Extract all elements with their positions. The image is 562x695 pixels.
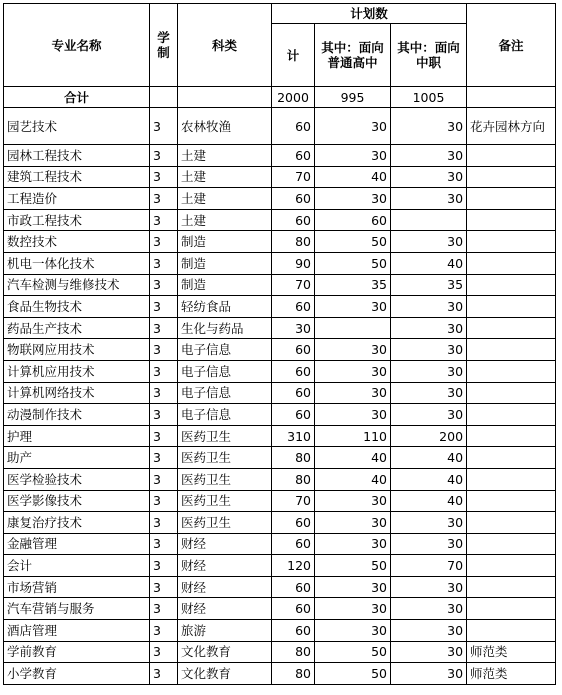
general-hs-cell: 60: [315, 209, 391, 231]
remarks-cell: [467, 533, 556, 555]
major-cell: 康复治疗技术: [4, 512, 150, 534]
remarks-cell: [467, 166, 556, 188]
total-cell: 60: [272, 382, 315, 404]
header-category: 科类: [178, 4, 272, 87]
years-cell: 3: [150, 108, 178, 145]
total-cell: 60: [272, 404, 315, 426]
table-row: [4, 533, 556, 555]
total-cell: 70: [272, 166, 315, 188]
major-cell: 食品生物技术: [4, 296, 150, 318]
total-cell: 60: [272, 512, 315, 534]
general-hs-cell: 50: [315, 555, 391, 577]
major-cell: 建筑工程技术: [4, 166, 150, 188]
category-cell: 文化教育: [178, 641, 272, 663]
header-vocational: 其中：面向中职: [391, 24, 467, 87]
general-hs-cell: 35: [315, 274, 391, 296]
table-row: [4, 209, 556, 231]
general-hs-cell: 40: [315, 468, 391, 490]
major-cell: 医学影像技术: [4, 490, 150, 512]
major-cell: 医学检验技术: [4, 468, 150, 490]
vocational-cell: 30: [391, 533, 467, 555]
category-cell: 文化教育: [178, 663, 272, 685]
total-row: [4, 87, 556, 108]
vocational-cell: 30: [391, 317, 467, 339]
general-hs-cell: 30: [315, 576, 391, 598]
table-row: [4, 598, 556, 620]
enrollment-plan-table: [3, 3, 556, 685]
remarks-cell: [467, 382, 556, 404]
major-cell: 药品生产技术: [4, 317, 150, 339]
category-cell: 财经: [178, 533, 272, 555]
years-cell: 3: [150, 317, 178, 339]
category-cell: 电子信息: [178, 382, 272, 404]
total-cell: 60: [272, 188, 315, 210]
vocational-cell: 30: [391, 188, 467, 210]
total-cell: 60: [272, 108, 315, 145]
header-general-hs: 其中：面向普通高中: [315, 24, 391, 87]
vocational-cell: 40: [391, 490, 467, 512]
remarks-cell: [467, 425, 556, 447]
years-cell: 3: [150, 512, 178, 534]
vocational-cell: 30: [391, 296, 467, 318]
years-cell: 3: [150, 447, 178, 469]
years-cell: 3: [150, 598, 178, 620]
category-cell: 土建: [178, 145, 272, 167]
remarks-cell: [467, 490, 556, 512]
total-cell: 120: [272, 555, 315, 577]
vocational-cell: 30: [391, 663, 467, 685]
vocational-cell: 30: [391, 404, 467, 426]
total-years-cell: [150, 87, 178, 108]
vocational-cell: 30: [391, 108, 467, 145]
category-cell: 电子信息: [178, 360, 272, 382]
remarks-cell: [467, 231, 556, 253]
major-cell: 工程造价: [4, 188, 150, 210]
general-hs-cell: 50: [315, 231, 391, 253]
total-cell: 70: [272, 490, 315, 512]
years-cell: 3: [150, 360, 178, 382]
category-cell: 财经: [178, 555, 272, 577]
major-cell: 小学教育: [4, 663, 150, 685]
remarks-cell: [467, 296, 556, 318]
remarks-cell: [467, 145, 556, 167]
table-row: [4, 620, 556, 642]
category-cell: 财经: [178, 576, 272, 598]
general-hs-cell: 30: [315, 296, 391, 318]
years-cell: 3: [150, 620, 178, 642]
years-cell: 3: [150, 576, 178, 598]
table-row: [4, 166, 556, 188]
total-cell: 80: [272, 231, 315, 253]
major-cell: 市政工程技术: [4, 209, 150, 231]
category-cell: 制造: [178, 274, 272, 296]
major-cell: 物联网应用技术: [4, 339, 150, 361]
remarks-cell: [467, 598, 556, 620]
vocational-cell: 40: [391, 447, 467, 469]
major-cell: 计算机网络技术: [4, 382, 150, 404]
total-remarks-cell: [467, 87, 556, 108]
years-cell: 3: [150, 425, 178, 447]
years-cell: 3: [150, 166, 178, 188]
general-hs-cell: 110: [315, 425, 391, 447]
table-row: [4, 317, 556, 339]
total-cell: 80: [272, 641, 315, 663]
total-cell: 90: [272, 252, 315, 274]
table-row: [4, 512, 556, 534]
vocational-cell: 30: [391, 576, 467, 598]
vocational-cell: 30: [391, 166, 467, 188]
header-total: 计: [272, 24, 315, 87]
table-row: [4, 382, 556, 404]
total-cell: 80: [272, 468, 315, 490]
category-cell: 土建: [178, 209, 272, 231]
table-row: [4, 360, 556, 382]
remarks-cell: [467, 274, 556, 296]
years-cell: 3: [150, 231, 178, 253]
remarks-cell: [467, 209, 556, 231]
total-cell: 60: [272, 339, 315, 361]
years-cell: 3: [150, 404, 178, 426]
major-cell: 数控技术: [4, 231, 150, 253]
remarks-cell: 师范类: [467, 663, 556, 685]
major-cell: 汽车营销与服务: [4, 598, 150, 620]
general-hs-cell: 30: [315, 533, 391, 555]
years-cell: 3: [150, 533, 178, 555]
major-cell: 园林工程技术: [4, 145, 150, 167]
general-hs-cell: 40: [315, 447, 391, 469]
category-cell: 电子信息: [178, 339, 272, 361]
years-cell: 3: [150, 209, 178, 231]
remarks-cell: [467, 360, 556, 382]
table-row: [4, 576, 556, 598]
years-cell: 3: [150, 490, 178, 512]
category-cell: 轻纺食品: [178, 296, 272, 318]
vocational-cell: 30: [391, 145, 467, 167]
total-cell: 60: [272, 360, 315, 382]
category-cell: 制造: [178, 231, 272, 253]
major-cell: 汽车检测与维修技术: [4, 274, 150, 296]
total-cell: 60: [272, 145, 315, 167]
remarks-cell: [467, 317, 556, 339]
table-row: [4, 468, 556, 490]
total-category-cell: [178, 87, 272, 108]
table-row: [4, 188, 556, 210]
general-hs-cell: 30: [315, 188, 391, 210]
remarks-cell: [467, 620, 556, 642]
total-cell: 60: [272, 533, 315, 555]
years-cell: 3: [150, 296, 178, 318]
years-cell: 3: [150, 145, 178, 167]
major-cell: 金融管理: [4, 533, 150, 555]
years-cell: 3: [150, 339, 178, 361]
category-cell: 医药卫生: [178, 425, 272, 447]
total-cell: 80: [272, 663, 315, 685]
vocational-cell: 30: [391, 231, 467, 253]
total-cell: 310: [272, 425, 315, 447]
table-row: [4, 274, 556, 296]
general-hs-cell: 50: [315, 252, 391, 274]
total-general-hs: 995: [315, 87, 391, 108]
category-cell: 制造: [178, 252, 272, 274]
vocational-cell: 30: [391, 620, 467, 642]
years-cell: 3: [150, 382, 178, 404]
general-hs-cell: 30: [315, 145, 391, 167]
category-cell: 医药卫生: [178, 447, 272, 469]
category-cell: 财经: [178, 598, 272, 620]
general-hs-cell: 30: [315, 490, 391, 512]
years-cell: 3: [150, 663, 178, 685]
remarks-cell: 花卉园林方向: [467, 108, 556, 145]
total-cell: 60: [272, 576, 315, 598]
table-row: [4, 404, 556, 426]
total-label: 合计: [4, 87, 150, 108]
remarks-cell: [467, 468, 556, 490]
total-cell: 80: [272, 447, 315, 469]
header-major: 专业名称: [4, 4, 150, 87]
table-row: [4, 339, 556, 361]
remarks-cell: [467, 404, 556, 426]
general-hs-cell: [315, 317, 391, 339]
years-cell: 3: [150, 555, 178, 577]
major-cell: 机电一体化技术: [4, 252, 150, 274]
general-hs-cell: 30: [315, 382, 391, 404]
category-cell: 旅游: [178, 620, 272, 642]
general-hs-cell: 30: [315, 512, 391, 534]
header-remarks: 备注: [467, 4, 556, 87]
total-vocational: 1005: [391, 87, 467, 108]
vocational-cell: 30: [391, 641, 467, 663]
remarks-cell: 师范类: [467, 641, 556, 663]
general-hs-cell: 30: [315, 108, 391, 145]
vocational-cell: 30: [391, 512, 467, 534]
general-hs-cell: 30: [315, 404, 391, 426]
remarks-cell: [467, 576, 556, 598]
major-cell: 计算机应用技术: [4, 360, 150, 382]
category-cell: 医药卫生: [178, 490, 272, 512]
remarks-cell: [467, 252, 556, 274]
category-cell: 电子信息: [178, 404, 272, 426]
years-cell: 3: [150, 641, 178, 663]
header-years: 学制: [150, 4, 178, 87]
vocational-cell: 35: [391, 274, 467, 296]
major-cell: 护理: [4, 425, 150, 447]
years-cell: 3: [150, 274, 178, 296]
total-cell: 70: [272, 274, 315, 296]
table-row: [4, 641, 556, 663]
total-cell: 60: [272, 598, 315, 620]
total-cell: 60: [272, 620, 315, 642]
remarks-cell: [467, 339, 556, 361]
vocational-cell: 40: [391, 468, 467, 490]
table-row: [4, 296, 556, 318]
remarks-cell: [467, 512, 556, 534]
category-cell: 土建: [178, 166, 272, 188]
remarks-cell: [467, 555, 556, 577]
vocational-cell: 30: [391, 339, 467, 361]
vocational-cell: 40: [391, 252, 467, 274]
table-row: [4, 108, 556, 145]
remarks-cell: [467, 447, 556, 469]
table-row: [4, 663, 556, 685]
vocational-cell: 30: [391, 598, 467, 620]
general-hs-cell: 40: [315, 166, 391, 188]
table-row: [4, 490, 556, 512]
total-cell: 30: [272, 317, 315, 339]
major-cell: 学前教育: [4, 641, 150, 663]
major-cell: 酒店管理: [4, 620, 150, 642]
major-cell: 园艺技术: [4, 108, 150, 145]
general-hs-cell: 50: [315, 641, 391, 663]
table-row: [4, 145, 556, 167]
table-row: [4, 231, 556, 253]
general-hs-cell: 30: [315, 339, 391, 361]
general-hs-cell: 30: [315, 598, 391, 620]
vocational-cell: 30: [391, 360, 467, 382]
general-hs-cell: 30: [315, 620, 391, 642]
remarks-cell: [467, 188, 556, 210]
table-row: [4, 555, 556, 577]
total-cell: 60: [272, 296, 315, 318]
years-cell: 3: [150, 468, 178, 490]
general-hs-cell: 30: [315, 360, 391, 382]
years-cell: 3: [150, 252, 178, 274]
total-cell: 60: [272, 209, 315, 231]
header-row-1: [4, 4, 556, 24]
category-cell: 生化与药品: [178, 317, 272, 339]
vocational-cell: 200: [391, 425, 467, 447]
major-cell: 动漫制作技术: [4, 404, 150, 426]
major-cell: 助产: [4, 447, 150, 469]
category-cell: 农林牧渔: [178, 108, 272, 145]
header-plan: 计划数: [272, 4, 467, 24]
table-row: [4, 447, 556, 469]
vocational-cell: 70: [391, 555, 467, 577]
major-cell: 会计: [4, 555, 150, 577]
category-cell: 医药卫生: [178, 512, 272, 534]
years-cell: 3: [150, 188, 178, 210]
table-row: [4, 425, 556, 447]
vocational-cell: [391, 209, 467, 231]
category-cell: 土建: [178, 188, 272, 210]
general-hs-cell: 50: [315, 663, 391, 685]
vocational-cell: 30: [391, 382, 467, 404]
category-cell: 医药卫生: [178, 468, 272, 490]
table-row: [4, 252, 556, 274]
total-total: 2000: [272, 87, 315, 108]
major-cell: 市场营销: [4, 576, 150, 598]
